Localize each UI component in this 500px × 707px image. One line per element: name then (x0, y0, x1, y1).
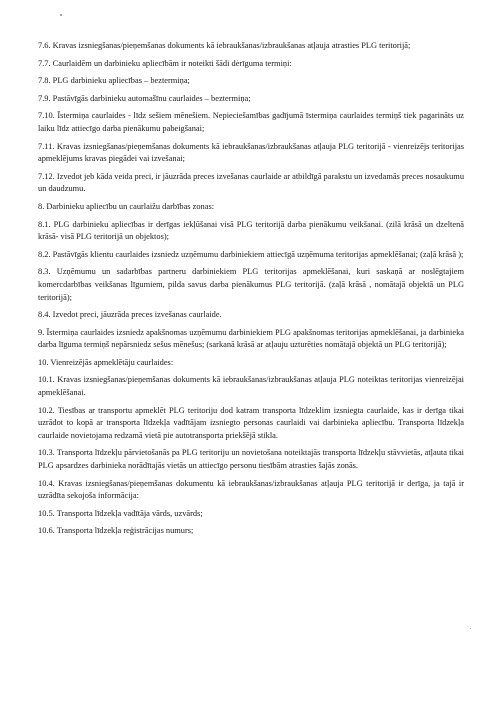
paragraph-10-1: 10.1. Kravas izsniegšanas/pieņemšanas dokuments kā iebraukšanas/izbraukšanas atļauja PLG noteiktas teritorijas vienreizējai apmeklēšanai. (38, 375, 464, 398)
paragraph-8-2: 8.2. Pastāvīgās klientu caurlaides izsniedz uzņēmumu darbiniekiem attiecīgā uzņēmuma teritorijas apmeklēšanai; (zaļā krāsā ); (38, 249, 464, 259)
paragraph-7-9: 7.9. Pastāvīgās darbinieku automašīnu caurlaides – beztermiņa; (38, 93, 251, 103)
paragraph-10-3: 10.3. Transporta līdzekļu pārvietošanās pa PLG teritoriju un novietošana noteiktajās transporta līdzekļu stāvvietās, atļauta tikai PLG apsardzes darbinieka norādītajās vietās un attiecīgo personu tiesībām atrasties šajās zonās. (38, 448, 464, 471)
paragraph-7-11: 7.11. Kravas izsniegšanas/pieņemšanas dokuments kā iebraukšanas/izbraukšanas atļauja PLG teritorijā - vienreizējs teritorijas apmeklējums kravas piegādei vai izvešanai; (38, 141, 464, 164)
paragraph-10-2: 10.2. Tiesības ar transportu apmeklēt PLG teritoriju dod katram transporta līdzeklim izsniegta caurlaide, kas ir derīga tikai uzrādot to kopā ar transporta līdzekļa vadītājam izsniegto personas caurlaidi vai darbinieka apliecību. Transporta līdzekļa caurlaide novietojama redzamā vietā pie autotransporta priekšējā stikla. (38, 405, 464, 440)
paragraph-7-10: 7.10. Īstermiņa caurlaides - līdz sešiem mēnešiem. Nepieciešamības gadījumā īstermiņa caurlaides termiņš tiek pagarināts uz laiku līdz attiecīgo darba pienākumu pabeigšanai; (38, 111, 464, 133)
section-heading-10: 10. Vienreizējās apmeklētāju caurlaides: (38, 357, 174, 367)
paragraph-10-4: 10.4. Kravas izsniegšanas/pieņemšanas dokumentu kā iebraukšanas/izbraukšanas atļauja PLG teritorijā ir derīga, ja tajā ir uzrādīta sekojoša informācija: (38, 478, 464, 501)
paragraph-8-4: 8.4. Izvedot preci, jāuzrāda preces izvešanas caurlaide. (38, 310, 222, 320)
paragraph-8-1: 8.1. PLG darbinieku apliecības ir derīgas iekļūšanai visā PLG teritorijā darba pienākumu veikšanai. (zilā krāsā un dzeltenā krāsā- visā PLG teritorijā un objektos); (38, 219, 464, 242)
scan-speck (470, 628, 471, 629)
paragraph-7-7: 7.7. Caurlaidēm un darbinieku apliecībām ir noteikti šādi derīguma termiņi: (38, 58, 292, 68)
paragraph-10-6: 10.6. Transporta līdzekļa reģistrācijas numurs; (38, 526, 194, 536)
paragraph-7-6: 7.6. Kravas izsniegšanas/pieņemšanas dokuments kā iebraukšanas/izbraukšanas atļauja atrasties PLG teritorijā; (38, 41, 411, 50)
paragraph-8-3: 8.3. Uzņēmumu un sadarbības partneru darbiniekiem PLG teritorijas apmeklēšanai, kuri saskaņā ar noslēgtajiem komercdarbības veikšanas līgumiem, pilda savus darba pienākumus PLG teritorijā. (zaļā krāsā , nomātajā objektā un PLG teritorijā); (38, 267, 464, 302)
paragraph-10-5: 10.5. Transporta līdzekļa vadītāja vārds, uzvārds; (38, 508, 203, 518)
section-heading-8: 8. Darbinieku apliecību un caurlaižu darbības zonas: (38, 201, 215, 211)
paragraph-7-8: 7.8. PLG darbinieku apliecības – beztermiņa; (38, 76, 190, 86)
paragraph-7-12: 7.12. Izvedot jeb kāda veida preci, ir jāuzrāda preces izvešanas caurlaide ar atbildīgā parakstu un izvedamās preces nosaukumu un daudzumu. (38, 171, 465, 194)
paragraph-9: 9. Īstermiņa caurlaides izsniedz apakšnomas uzņēmumu darbiniekiem PLG apakšnomas teritorijas apmeklēšanai, ja darbinieka darba līguma termiņš nepārsniedz sešus mēnešus; (sarkanā krāsā ar atļauju uzturēties nomātajā objektā un PLG teritorijā); (38, 327, 464, 350)
document-body (38, 40, 464, 543)
scan-speck (60, 14, 62, 16)
